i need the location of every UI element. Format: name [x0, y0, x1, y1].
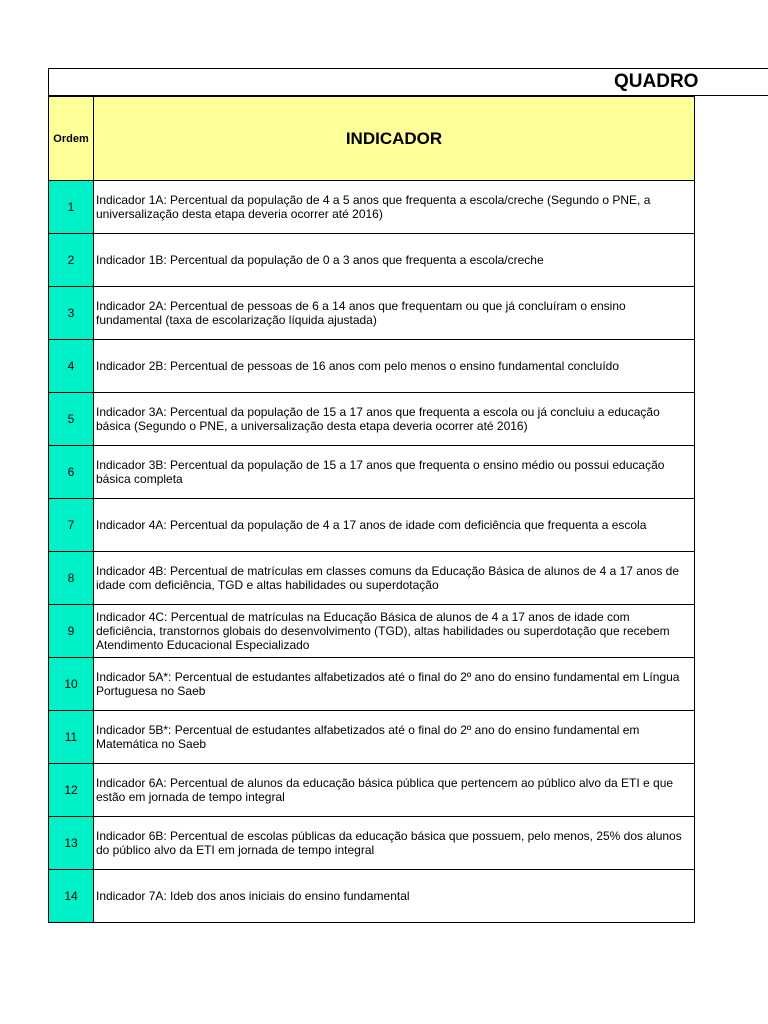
indicador-cell: Indicador 4C: Percentual de matrículas na Educação Básica de alunos de 4 a 17 anos de idade com deficiência, transtornos globais do desenvolvimento (TGD), altas habilidades ou superdotação que recebem Atendimento Educacional Especializado [94, 605, 695, 658]
indicador-cell: Indicador 2B: Percentual de pessoas de 16 anos com pelo menos o ensino fundamental concluído [94, 340, 695, 393]
header-row [49, 97, 695, 181]
title-row [48, 68, 768, 96]
indicador-cell: Indicador 3B: Percentual da população de 15 a 17 anos que frequenta o ensino médio ou possui educação básica completa [94, 446, 695, 499]
table-row [49, 552, 695, 605]
ordem-cell: 12 [49, 764, 94, 817]
spreadsheet [48, 68, 768, 923]
table-row [49, 234, 695, 287]
ordem-cell: 9 [49, 605, 94, 658]
table-row [49, 870, 695, 923]
table-row [49, 764, 695, 817]
header-ordem: Ordem [49, 97, 94, 181]
indicador-cell: Indicador 5A*: Percentual de estudantes alfabetizados até o final do 2º ano do ensino fundamental em Língua Portuguesa no Saeb [94, 658, 695, 711]
table-row [49, 287, 695, 340]
ordem-cell: 10 [49, 658, 94, 711]
indicador-cell: Indicador 1B: Percentual da população de 0 a 3 anos que frequenta a escola/creche [94, 234, 695, 287]
ordem-cell: 3 [49, 287, 94, 340]
table-row [49, 817, 695, 870]
ordem-cell: 11 [49, 711, 94, 764]
ordem-cell: 2 [49, 234, 94, 287]
ordem-cell: 5 [49, 393, 94, 446]
indicador-cell: Indicador 5B*: Percentual de estudantes alfabetizados até o final do 2º ano do ensino fundamental em Matemática no Saeb [94, 711, 695, 764]
indicador-cell: Indicador 3A: Percentual da população de 15 a 17 anos que frequenta a escola ou já concluiu a educação básica (Segundo o PNE, a universalização desta etapa deveria ocorrer até 2016) [94, 393, 695, 446]
table-row [49, 605, 695, 658]
table-row [49, 711, 695, 764]
sheet-title: QUADRO [614, 71, 699, 92]
indicador-cell: Indicador 1A: Percentual da população de 4 a 5 anos que frequenta a escola/creche (Segundo o PNE, a universalização desta etapa deveria ocorrer até 2016) [94, 181, 695, 234]
table-body [49, 181, 695, 923]
table-row [49, 181, 695, 234]
table-row [49, 499, 695, 552]
indicador-cell: Indicador 6A: Percentual de alunos da educação básica pública que pertencem ao público alvo da ETI e que estão em jornada de tempo integral [94, 764, 695, 817]
indicador-cell: Indicador 4A: Percentual da população de 4 a 17 anos de idade com deficiência que frequenta a escola [94, 499, 695, 552]
ordem-cell: 1 [49, 181, 94, 234]
ordem-cell: 14 [49, 870, 94, 923]
table-row [49, 393, 695, 446]
indicator-table [48, 96, 695, 923]
ordem-cell: 6 [49, 446, 94, 499]
table-row [49, 658, 695, 711]
table-row [49, 446, 695, 499]
indicador-cell: Indicador 2A: Percentual de pessoas de 6 a 14 anos que frequentam ou que já concluíram o ensino fundamental (taxa de escolarização líquida ajustada) [94, 287, 695, 340]
ordem-cell: 8 [49, 552, 94, 605]
table-row [49, 340, 695, 393]
indicador-cell: Indicador 4B: Percentual de matrículas em classes comuns da Educação Básica de alunos de 4 a 17 anos de idade com deficiência, TGD e altas habilidades ou superdotação [94, 552, 695, 605]
indicador-cell: Indicador 6B: Percentual de escolas públicas da educação básica que possuem, pelo menos, 25% dos alunos do público alvo da ETI em jornada de tempo integral [94, 817, 695, 870]
ordem-cell: 13 [49, 817, 94, 870]
ordem-cell: 7 [49, 499, 94, 552]
ordem-cell: 4 [49, 340, 94, 393]
header-indicador: INDICADOR [94, 97, 695, 181]
indicador-cell: Indicador 7A: Ideb dos anos iniciais do ensino fundamental [94, 870, 695, 923]
